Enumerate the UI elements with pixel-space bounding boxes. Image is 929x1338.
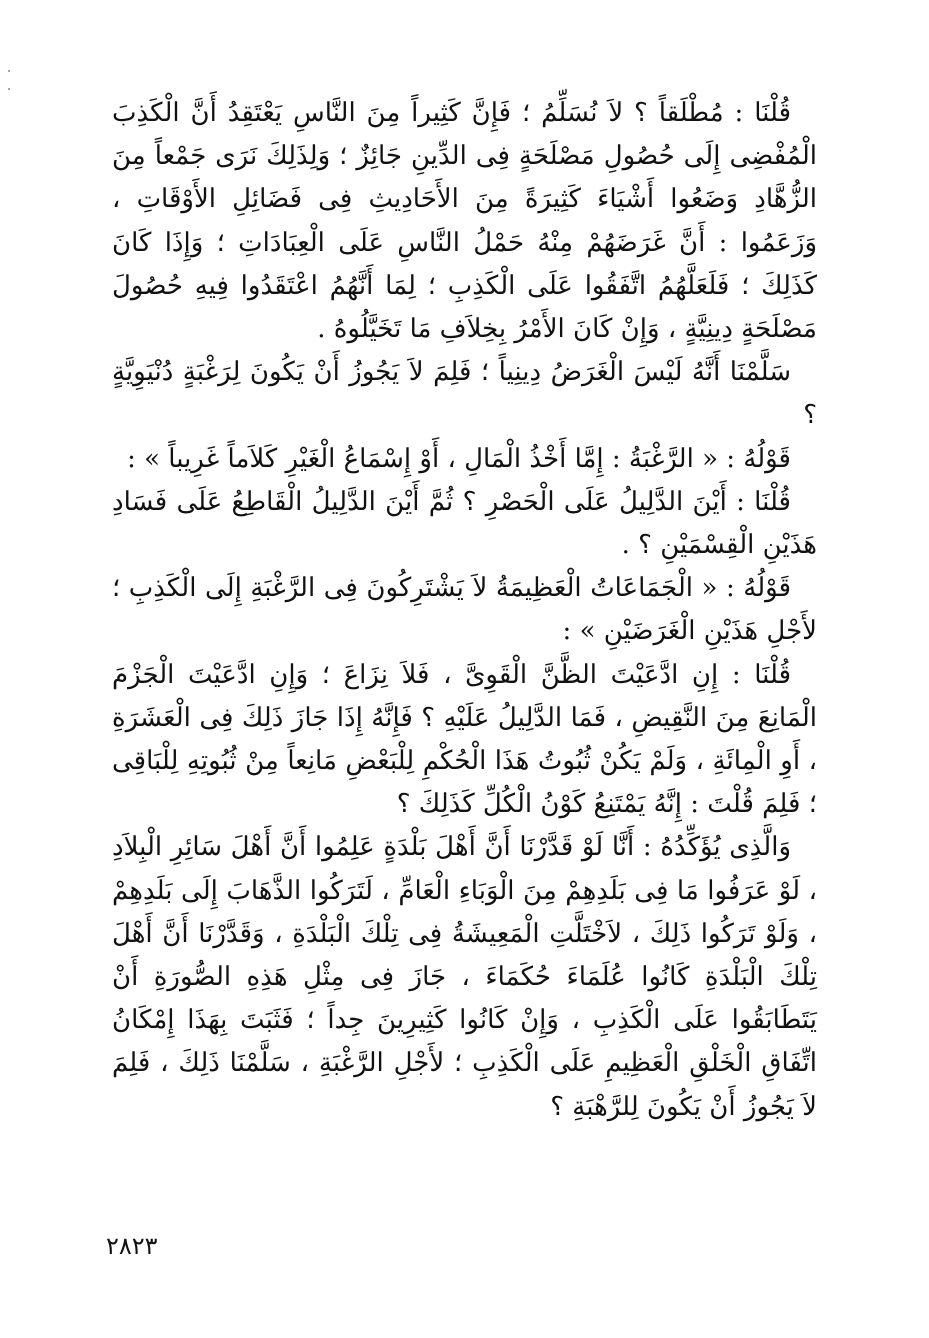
paragraph-2: سَلَّمْنَا أَنَّهُ لَيْسَ الْغَرَضُ دِينِياً ؛ فَلِمَ لاَ يَجُوزُ أَنْ يَكُونَ لِرَغْبَةٍ دُنْيَوِيَّةٍ ؟	[112, 357, 817, 431]
paragraph-7: وَالَّذِى يُؤَكِّدُهُ : أَنَّا لَوْ قَدَّرْنَا أَنَّ أَهْلَ بَلْدَةٍ عَلِمُوا أَنَّ أَهْلَ سَائِرِ الْبِلاَدِ ، لَوْ عَرَفُوا مَا فِى بَلَدِهِمْ مِنَ الْوَبَاءِ الْعَامِّ ، لَتَرَكُوا الذَّهَابَ إِلَى بَلَدِهِمْ ، وَلَوْ تَرَكُوا ذَلِكَ ، لاَخْتَلَّتِ الْمَعِيشَةُ فِى تِلْكَ الْبَلْدَةِ ، وَقَدَّرْنَا أَنَّ أَهْلَ تِلْكَ الْبَلْدَةِ كَانُوا عُلَمَاءَ حُكَمَاءَ ، جَازَ فِى مِثْلِ هَذِهِ الصُّورَةِ أَنْ يَتَطَابَقُوا عَلَى الْكَذِبِ ، وَإِنْ كَانُوا كَثِيرِينَ جِداً ؛ فَثَبَتَ بِهَذَا إِمْكَانُ اتِّفَاقِ الْخَلْقِ الْعَظِيمِ عَلَى الْكَذِبِ ؛ لأَجْلِ الرَّغْبَةِ ، سَلَّمْنَا ذَلِكَ ، فَلِمَ لاَ يَجُوزُ أَنْ يَكُونَ لِلرَّهْبَةِ ؟	[112, 832, 817, 1122]
page-number: ٢٨٢٣	[106, 1232, 158, 1260]
paragraph-4: قُلْنَا : أَيْنَ الدَّلِيلُ عَلَى الْحَصْرِ ؟ ثُمَّ أَيْنَ الدَّلِيلُ الْقَاطِعُ عَلَى فَسَادِ هَذَيْنِ الْقِسْمَيْنِ ؟ .	[112, 486, 817, 561]
paragraph-3: قَوْلُهُ : « الرَّغْبَةُ : إِمَّا أَخْذُ الْمَالِ ، أَوْ إِسْمَاعُ الْغَيْرِ كَلاَماً غَرِيباً » :	[127, 443, 791, 474]
paragraph-6: قُلْنَا : إِنِ ادَّعَيْتَ الظَّنَّ الْقَوِىَّ ، فَلاَ نِزَاعَ ؛ وَإِنِ ادَّعَيْتَ الْجَزْمَ الْمَانِعَ مِنَ النَّقِيضِ ، فَمَا الدَّلِيلُ عَلَيْهِ ؟ فَإِنَّهُ إِذَا جَازَ ذَلِكَ فِى الْعَشَرَةِ ، أَوِ الْمِائَةِ ، وَلَمْ يَكُنْ ثُبُوتُ هَذَا الْحُكْمِ لِلْبَعْضِ مَانِعاً مِنْ ثُبُوتِهِ لِلْبَاقِى ؛ فَلِمَ قُلْتَ : إِنَّهُ يَمْتَنِعُ كَوْنُ الْكُلِّ كَذَلِكَ ؟	[112, 659, 817, 820]
body-text	[112, 92, 817, 1129]
paragraph-1: قُلْنَا : مُطْلَقاً ؟ لاَ نُسَلِّمُ ؛ فَإِنَّ كَثِيراً مِنَ النَّاسِ يَعْتَقِدُ أَنَّ الْكَذِبَ الْمُفْضِى إِلَى حُصُولِ مَصْلَحَةٍ فِى الدِّينِ جَائِزٌ ؛ وَلِذَلِكَ نَرَى جَمْعاً مِنَ الزُّهَّادِ وَضَعُوا أَشْيَاءَ كَثِيرَةً مِنَ الأَحَادِيثِ فِى فَضَائِلِ الأَوْقَاتِ ، وَزَعَمُوا : أَنَّ غَرَضَهُمْ مِنْهُ حَمْلُ النَّاسِ عَلَى الْعِبَادَاتِ ؛ وَإِذَا كَانَ كَذَلِكَ ؛ فَلَعَلَّهُمُ اتَّفَقُوا عَلَى الْكَذِبِ ؛ لِمَا أَنَّهُمُ اعْتَقَدُوا فِيهِ حُصُولَ مَصْلَحَةٍ دِينِيَّةٍ ، وَإِنْ كَانَ الأَمْرُ بِخِلاَفِ مَا تَخَيَّلُوهُ .	[112, 98, 817, 345]
paragraph-5: قَوْلُهُ : « الْجَمَاعَاتُ الْعَظِيمَةُ لاَ يَشْتَرِكُونَ فِى الرَّغْبَةِ إِلَى الْكَذِبِ ؛ لأَجْلِ هَذَيْنِ الْغَرَضَيْنِ » :	[112, 573, 817, 647]
scan-edge-mark	[8, 70, 10, 72]
scan-edge-mark	[8, 88, 10, 90]
